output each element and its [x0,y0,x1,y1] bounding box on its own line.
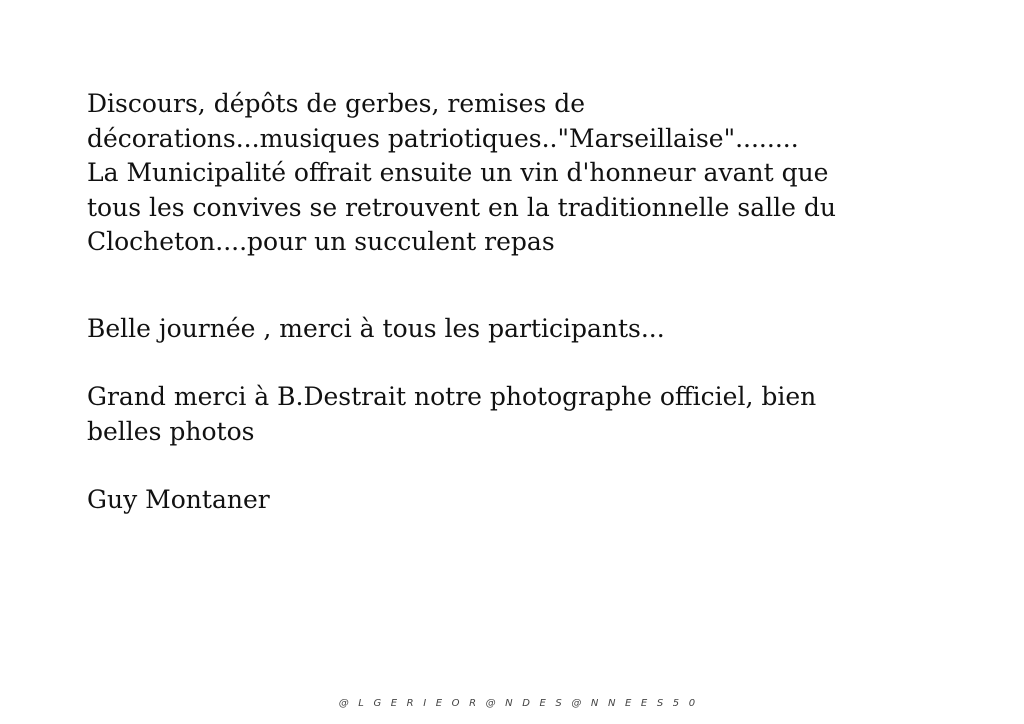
paragraph-thanks-participants: Belle journée , merci à tous les participants... [87,313,665,343]
paragraph-thanks-photographer: Grand merci à B.Destrait notre photographe officiel, bien belles photos [87,382,817,446]
document-body [87,87,967,518]
paragraph-ceremony: Discours, dépôts de gerbes, remises de décorations...musiques patriotiques.."Marseillaise"........ La Municipalité offrait ensuite un vin d'honneur avant que tous les convives se retrouvent en la traditionnelle salle du Clocheton....pour un succulent repas [87,89,836,256]
signature: Guy Montaner [87,485,270,514]
footer-caption: @ L G E R I E O R @ N D E S @ N N E E S 5 0 [338,698,696,709]
